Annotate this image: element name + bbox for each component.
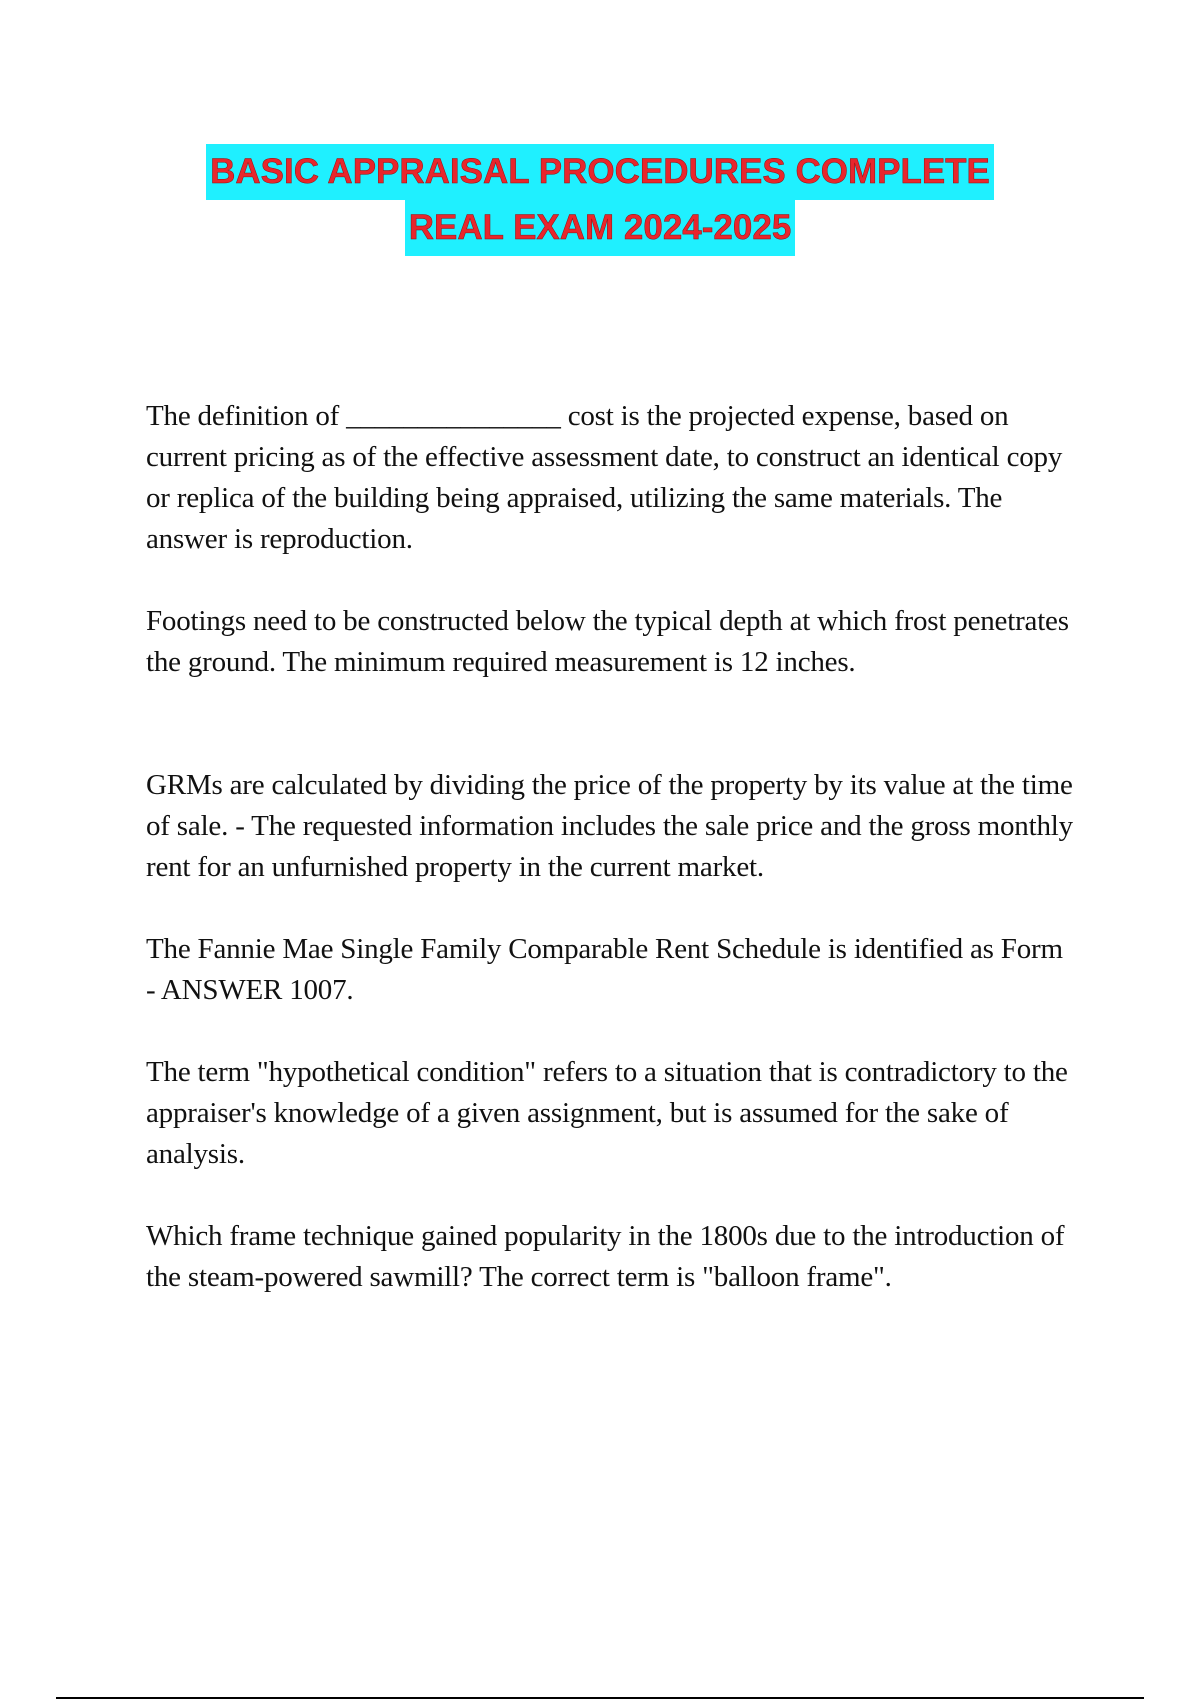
- paragraph-footings: Footings need to be constructed below the typical depth at which frost penetrates the ground. The minimum required measurement is 12 inches.: [146, 605, 1069, 678]
- paragraph-reproduction-cost: The definition of _______________ cost is the projected expense, based on current pricing as of the effective assessment date, to construct an identical copy or replica of the building being appraised, utilizing the same materials. The answer is reproduction.: [146, 400, 1063, 555]
- paragraph-grm: GRMs are calculated by dividing the price of the property by its value at the time of sale. - The requested information includes the sale price and the gross monthly rent for an unfurnished property in the current market.: [146, 769, 1073, 883]
- paragraph-hypothetical-condition: The term "hypothetical condition" refers to a situation that is contradictory to the appraiser's knowledge of a given assignment, but is assumed for the sake of analysis.: [146, 1056, 1068, 1170]
- footer-divider: [56, 1697, 1144, 1699]
- document-body: [146, 396, 1076, 1298]
- document-title: [150, 144, 1050, 256]
- paragraph-fannie-mae-form: The Fannie Mae Single Family Comparable Rent Schedule is identified as Form - ANSWER 1007.: [146, 933, 1063, 1006]
- title-line-2: REAL EXAM 2024-2025: [405, 200, 796, 256]
- title-line-1: BASIC APPRAISAL PROCEDURES COMPLETE: [206, 144, 994, 200]
- paragraph-balloon-frame: Which frame technique gained popularity in the 1800s due to the introduction of the steam-powered sawmill? The correct term is "balloon frame".: [146, 1220, 1065, 1293]
